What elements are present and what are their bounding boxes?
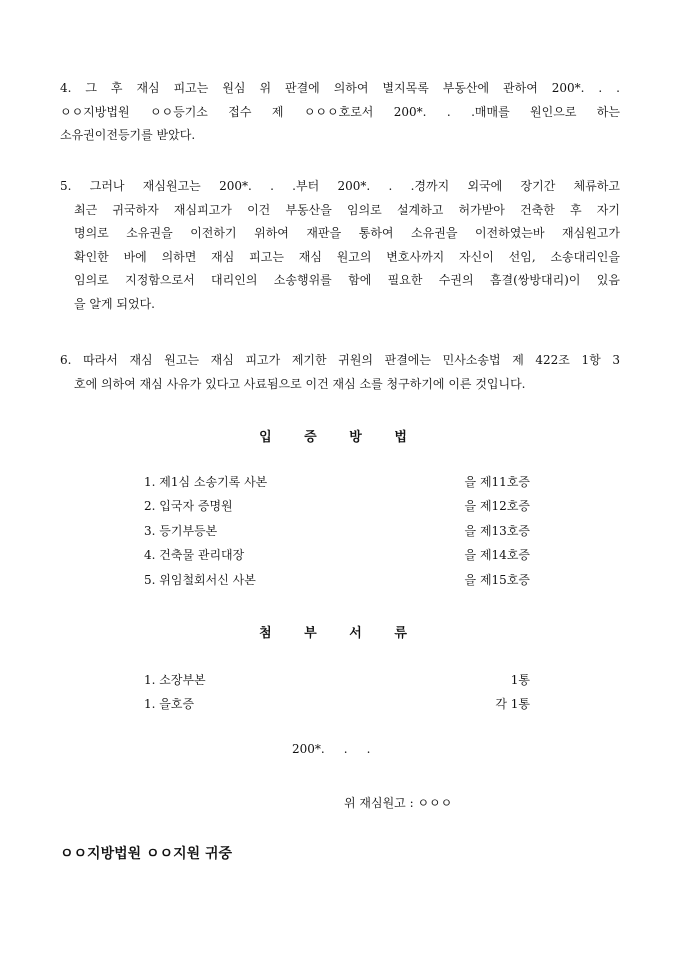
list-item	[144, 494, 530, 518]
evidence-label: 3. 등기부등본	[144, 523, 218, 538]
attachment-count: 1통	[510, 673, 530, 687]
evidence-label: 4. 건축물 관리대장	[144, 548, 245, 563]
paragraph-line: 소유권이전등기를 받았다.	[60, 128, 196, 143]
evidence-ref: 을 제12호증	[464, 499, 530, 514]
evidence-label: 1. 제1심 소송기록 사본	[144, 475, 268, 489]
paragraph-line: 4. 그 후 재심 피고는 원심 위 판결에 의하여 별지목록 부동산에 관하여 200*. . .	[60, 81, 620, 95]
evidence-ref: 을 제14호증	[464, 548, 530, 563]
paragraph-line: 임의로 지정함으로서 대리인의 소송행위를 함에 필요한 수권의 흠결(쌍방대리)이 있음	[74, 273, 620, 288]
paragraph-4	[60, 77, 620, 148]
list-item	[144, 519, 530, 543]
paragraph-line: 확인한 바에 의하면 재심 피고는 재심 원고의 변호사까지 자신이 선임, 소송대리인을	[74, 249, 620, 264]
attachments-heading: 첨 부 서 류	[259, 626, 421, 641]
paragraph-line: 최근 귀국하자 재심피고가 이건 부동산을 임의로 설계하고 허가받아 건축한 후 자기	[74, 202, 620, 217]
evidence-ref: 을 제13호증	[464, 523, 530, 538]
evidence-ref: 을 제15호증	[464, 572, 530, 587]
evidence-list	[144, 470, 530, 592]
list-item	[144, 470, 530, 494]
signature-line: 위 재심원고 : ㅇㅇㅇ	[344, 796, 453, 810]
attachments-list	[144, 668, 530, 717]
attachment-label: 1. 소장부본	[144, 673, 206, 687]
paragraph-line: 5. 그러나 재심원고는 200*. . .부터 200*. . .경까지 외국에 장기간 체류하고	[60, 179, 620, 193]
court-addressee: ㅇㅇ지방법원 ㅇㅇ지원 귀중	[60, 846, 233, 862]
paragraph-line: 을 알게 되었다.	[74, 296, 155, 311]
evidence-heading: 입 증 방 법	[259, 430, 421, 445]
list-item	[144, 568, 530, 592]
paragraph-6	[60, 349, 620, 396]
paragraph-line: ㅇㅇ지방법원 ㅇㅇ등기소 접수 제 ㅇㅇㅇ호로서 200*. . .매매를 원인으로 하는	[60, 104, 620, 119]
filing-date: 200*. . .	[292, 742, 371, 756]
attachment-count: 각 1통	[495, 697, 530, 712]
paragraph-line: 호에 의하여 재심 사유가 있다고 사료됨으로 이건 재심 소를 청구하기에 이른 것입니다.	[74, 376, 526, 391]
attachment-label: 1. 을호증	[144, 697, 195, 712]
evidence-label: 2. 입국자 증명원	[144, 499, 233, 514]
evidence-label: 5. 위임철회서신 사본	[144, 572, 256, 587]
paragraph-line: 6. 따라서 재심 원고는 재심 피고가 제기한 귀원의 판결에는 민사소송법 제 422조 1항 3	[60, 353, 620, 367]
list-item	[144, 692, 530, 716]
list-item	[144, 543, 530, 567]
paragraph-line: 명의로 소유권을 이전하기 위하여 재판을 통하여 소유권을 이전하였는바 재심원고가	[74, 226, 620, 241]
evidence-ref: 을 제11호증	[464, 475, 530, 489]
paragraph-5	[60, 175, 620, 317]
list-item	[144, 668, 530, 692]
